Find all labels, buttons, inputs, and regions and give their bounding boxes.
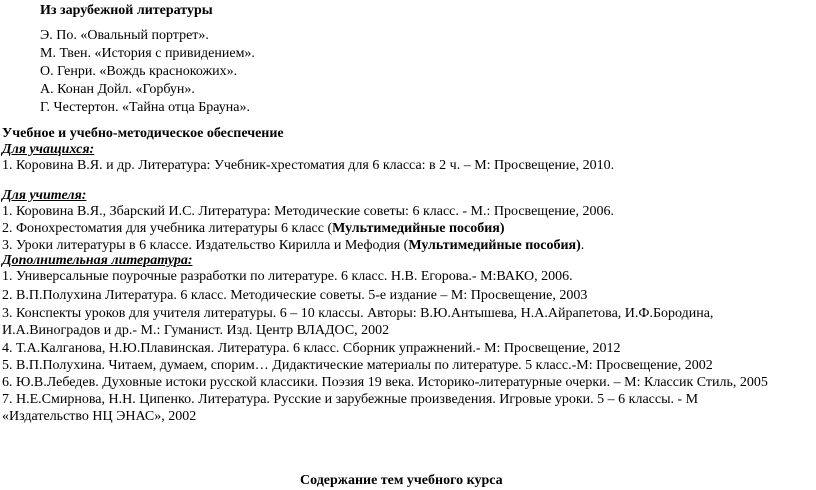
- teacher-item-text: 2. Фонохрестоматия для учебника литературы 6 класс (: [2, 221, 333, 236]
- teacher-item-text: .: [580, 238, 585, 253]
- teacher-label: Для учителя:: [2, 188, 87, 203]
- foreign-item: Г. Честертон. «Тайна отца Брауна».: [40, 100, 250, 115]
- additional-item: 5. В.П.Полухина. Читаем, думаем, спорим… Дидактические материалы по литературе. 5 класс.-М: Просвещение, 2002: [2, 358, 713, 373]
- additional-item: 4. Т.А.Калганова, Н.Ю.Плавинская. Литература. 6 класс. Сборник упражнений.- М: Просвещение, 2012: [2, 341, 621, 356]
- teacher-item: 1. Коровина В.Я., Збарский И.С. Литература: Методические советы: 6 класс. - М.: Просвещение, 2006.: [2, 204, 614, 219]
- additional-item: 2. В.П.Полухина Литература. 6 класс. Методические советы. 5-е издание – М: Просвещение, 2003: [2, 288, 588, 303]
- additional-label: Дополнительная литература:: [2, 253, 193, 268]
- additional-item: 6. Ю.В.Лебедев. Духовные истоки русской классики. Поэзия 19 века. Историко-литературные очерки. – М: Классик Стиль, 2005: [2, 375, 768, 390]
- foreign-item: М. Твен. «История с привидением».: [40, 46, 255, 61]
- content-heading: Содержание тем учебного курса: [300, 473, 503, 488]
- additional-item: И.А.Виноградов и др.- М.: Гуманист. Изд. Центр ВЛАДОС, 2002: [2, 323, 390, 338]
- additional-item: 3. Конспекты уроков для учителя литературы. 6 – 10 классы. Авторы: В.Ю.Антышева, Н.А.Айрапетова, И.Ф.Бородина,: [2, 306, 714, 321]
- foreign-heading: Из зарубежной литературы: [40, 3, 213, 18]
- foreign-item: О. Генри. «Вождь краснокожих».: [40, 64, 238, 79]
- additional-item: 7. Н.Е.Смирнова, Н.Н. Ципенко. Литература. Русские и зарубежные произведения. Игровые уроки. 5 – 6 классы. - М: [2, 392, 699, 407]
- additional-item: «Издательство НЦ ЭНАС», 2002: [2, 409, 197, 424]
- additional-item: 1. Универсальные поурочные разработки по литературе. 6 класс. Н.В. Егорова.- М:ВАКО, 2006.: [2, 269, 573, 284]
- foreign-item: Э. По. «Овальный портрет».: [40, 28, 209, 43]
- teacher-item-text: 3. Уроки литературы в 6 классе. Издательство Кирилла и Мефодия (: [2, 238, 409, 253]
- teacher-item-emphasis: Мультимедийные пособия): [408, 238, 581, 253]
- students-label: Для учащихся:: [2, 142, 95, 157]
- teacher-item-emphasis: Мультимедийные пособия): [332, 221, 505, 236]
- students-item: 1. Коровина В.Я. и др. Литература: Учебник-хрестоматия для 6 класса: в 2 ч. – М: Просвещение, 2010.: [2, 158, 615, 173]
- teacher-item: [2, 220, 505, 238]
- foreign-item: А. Конан Дойл. «Горбун».: [40, 82, 195, 97]
- support-heading: Учебное и учебно-методическое обеспечение: [2, 126, 284, 141]
